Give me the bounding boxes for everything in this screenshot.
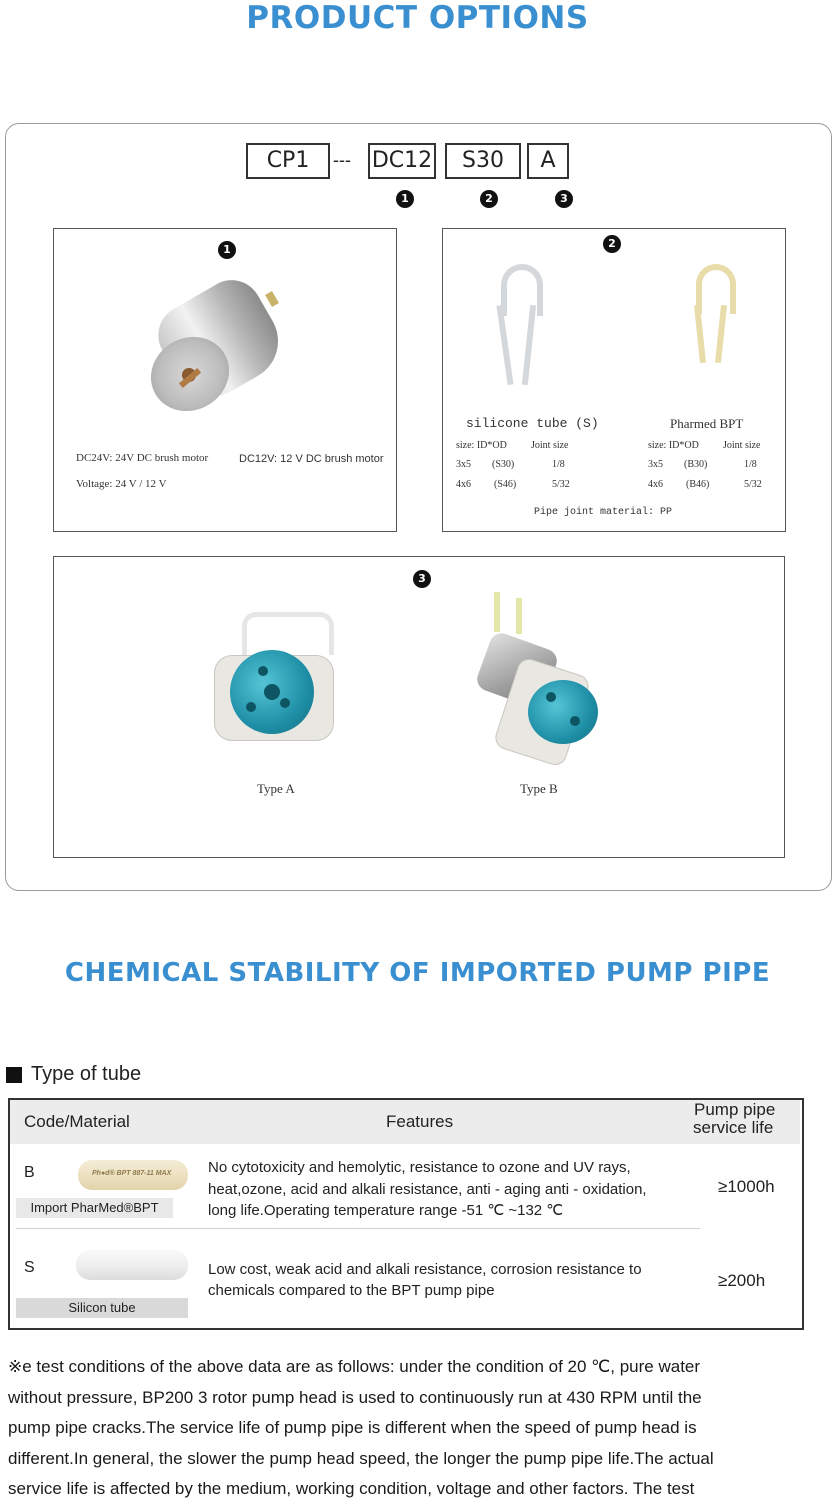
motor-dc24-text: DC24V: 24V DC brush motor: [76, 452, 209, 464]
marker-1-code: 1: [396, 190, 414, 208]
note-line-1: ※e test conditions of the above data are as follows: under the condition of 20 ℃, pure water: [8, 1357, 701, 1376]
header-features: Features: [386, 1112, 454, 1131]
row-b-feature-line1: No cytotoxicity and hemolytic, resistance to ozone and UV rays,: [208, 1159, 631, 1176]
silicone-row1-code: (S30): [492, 459, 515, 470]
chemical-stability-title: CHEMICAL STABILITY OF IMPORTED PUMP PIPE: [64, 958, 771, 988]
type-a-label: Type A: [257, 781, 295, 796]
note-line-4: different.In general, the slower the pump head speed, the longer the pump pipe life.The actual: [8, 1448, 714, 1468]
code-box-pump-type: A: [527, 143, 569, 179]
pharmed-tube-print: Ph●d® BPT 887-11 MAX: [92, 1170, 172, 1177]
code-box-cp1: CP1: [246, 143, 330, 179]
type-a-roller-1: [258, 666, 268, 676]
type-a-hub: [264, 684, 280, 700]
type-a-roller-3: [246, 702, 256, 712]
motor-voltage-text: Voltage: 24 V / 12 V: [76, 478, 167, 490]
row-divider: [16, 1228, 700, 1229]
row-b-material-tag: Import PharMed®BPT: [16, 1198, 173, 1218]
row-b-feature-line3: long life.Operating temperature range -51 ℃ ~132 ℃: [208, 1202, 564, 1219]
silicone-hdr-size: size: ID*OD: [456, 440, 507, 451]
type-a-tubing: [242, 612, 334, 655]
silicone-row1-size: 3x5: [456, 459, 471, 470]
silicone-tube-sample-image: [76, 1250, 188, 1280]
section-square-icon: [6, 1067, 22, 1083]
code-box-motor: DC12: [368, 143, 436, 179]
silicone-row1-joint: 1/8: [552, 459, 565, 470]
pharmed-title: Pharmed BPT: [670, 416, 744, 431]
header-code-material: Code/Material: [24, 1112, 130, 1131]
type-b-label: Type B: [520, 781, 558, 796]
row-s-code: S: [24, 1259, 35, 1276]
motor-panel-marker: 1: [218, 241, 236, 259]
product-options-title: PRODUCT OPTIONS: [246, 0, 589, 36]
type-b-tube-2: [516, 598, 522, 634]
silicone-row2-size: 4x6: [456, 479, 471, 490]
pump-type-panel: [53, 556, 785, 858]
pharmed-row2-code: (B46): [686, 479, 710, 490]
row-s-feature-line2: chemicals compared to the BPT pump pipe: [208, 1282, 495, 1299]
type-b-tube-1: [494, 592, 500, 632]
pharmed-row1-code: (B30): [684, 459, 708, 470]
silicone-title: silicone tube (S): [466, 416, 599, 431]
header-life-line2: service life: [693, 1118, 774, 1137]
code-separator: ---: [333, 150, 351, 170]
row-s-material-tag: Silicon tube: [16, 1298, 188, 1318]
header-life-line1: Pump pipe: [694, 1100, 776, 1119]
pharmed-row1-size: 3x5: [648, 459, 663, 470]
silicone-tube-image: [501, 264, 543, 316]
code-box-tube: S30: [445, 143, 521, 179]
motor-dc12-text: DC12V: 12 V DC brush motor: [239, 453, 384, 465]
row-s-feature-line1: Low cost, weak acid and alkali resistance, corrosion resistance to: [208, 1261, 642, 1278]
type-a-roller-2: [280, 698, 290, 708]
pharmed-row2-joint: 5/32: [744, 479, 762, 490]
note-line-3: pump pipe cracks.The service life of pump pipe is different when the speed of pump head is: [8, 1418, 697, 1437]
pharmed-hdr-joint: Joint size: [723, 440, 761, 451]
pharmed-row2-size: 4x6: [648, 479, 663, 490]
pharmed-tube-image: [696, 264, 736, 314]
pharmed-hdr-size: size: ID*OD: [648, 440, 699, 451]
row-s-life: ≥200h: [718, 1271, 766, 1290]
row-b-feature-line2: heat,ozone, acid and alkali resistance, anti - aging anti - oxidation,: [208, 1181, 647, 1198]
marker-2-code: 2: [480, 190, 498, 208]
silicone-row2-code: (S46): [494, 479, 517, 490]
test-conditions-note: [8, 1352, 828, 1505]
note-line-2: without pressure, BP200 3 rotor pump head is used to continuously run at 430 RPM until the: [8, 1387, 702, 1407]
tube-panel-marker: 2: [603, 235, 621, 253]
marker-3-code: 3: [555, 190, 573, 208]
type-b-roller-1: [546, 692, 556, 702]
row-b-life: ≥1000h: [718, 1177, 775, 1196]
type-of-tube-label: Type of tube: [31, 1063, 142, 1085]
joint-material-text: Pipe joint material: PP: [534, 507, 673, 518]
silicone-hdr-joint: Joint size: [531, 440, 569, 451]
pharmed-row1-joint: 1/8: [744, 459, 757, 470]
type-b-pump-head-image: [528, 680, 598, 744]
type-b-roller-2: [570, 716, 580, 726]
note-line-5: service life is affected by the medium, working condition, voltage and other factors. The test: [8, 1479, 695, 1498]
pump-panel-marker: 3: [413, 570, 431, 588]
silicone-row2-joint: 5/32: [552, 479, 570, 490]
row-b-code: B: [24, 1164, 35, 1181]
